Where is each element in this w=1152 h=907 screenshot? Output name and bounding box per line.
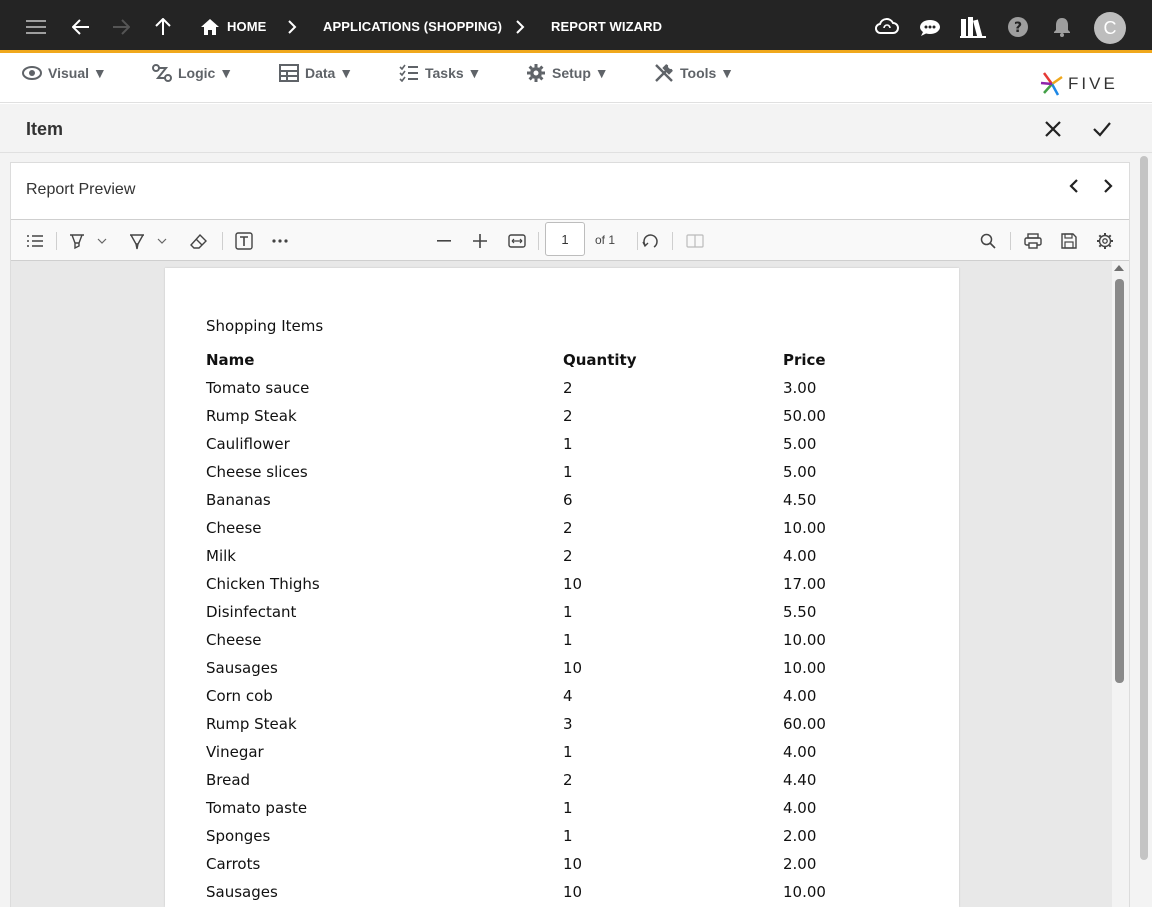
- cell-quantity: 3: [563, 715, 573, 733]
- save-icon[interactable]: [1058, 230, 1080, 252]
- checklist-icon: [399, 64, 419, 82]
- toolbar-separator: [538, 232, 539, 250]
- confirm-check-icon[interactable]: [1092, 120, 1112, 143]
- cell-name: Rump Steak: [206, 407, 297, 425]
- cell-quantity: 1: [563, 463, 573, 481]
- cell-price: 4.00: [783, 687, 817, 705]
- cell-price: 4.00: [783, 743, 817, 761]
- menu-tasks-label: Tasks ▼: [425, 65, 482, 81]
- settings-gear-icon[interactable]: [1094, 230, 1116, 252]
- cell-name: Cheese slices: [206, 463, 308, 481]
- highlight-pen-icon[interactable]: [67, 230, 87, 252]
- cell-quantity: 10: [563, 575, 583, 593]
- main-menu-bar: [0, 53, 1152, 103]
- cell-price: 4.00: [783, 547, 817, 565]
- breadcrumb-home[interactable]: HOME: [227, 19, 267, 34]
- chevron-left-icon[interactable]: [1068, 178, 1080, 199]
- zoom-out-icon[interactable]: [433, 230, 455, 252]
- cell-quantity: 1: [563, 631, 573, 649]
- top-app-bar: [0, 0, 1152, 53]
- chat-bot-icon[interactable]: [916, 0, 944, 53]
- fit-width-icon[interactable]: [505, 230, 529, 252]
- menu-setup[interactable]: [526, 61, 609, 85]
- gear-icon: [526, 63, 546, 83]
- cell-name: Carrots: [206, 855, 261, 873]
- cell-price: 5.00: [783, 463, 817, 481]
- cell-name: Disinfectant: [206, 603, 297, 621]
- cell-quantity: 1: [563, 603, 573, 621]
- chevron-down-icon[interactable]: [95, 230, 109, 252]
- toolbar-separator: [56, 232, 57, 250]
- chevron-right-icon: [515, 0, 525, 53]
- cell-name: Cauliflower: [206, 435, 290, 453]
- breadcrumb-report-wizard[interactable]: REPORT WIZARD: [551, 19, 663, 34]
- print-icon[interactable]: [1022, 230, 1044, 252]
- zoom-in-icon[interactable]: [469, 230, 491, 252]
- cell-name: Bananas: [206, 491, 271, 509]
- cell-price: 2.00: [783, 827, 817, 845]
- table-row: [206, 737, 906, 765]
- five-logo-text: FIVE: [1068, 74, 1118, 93]
- cell-price: 10.00: [783, 883, 826, 901]
- cell-name: Vinegar: [206, 743, 264, 761]
- flow-icon: [152, 64, 172, 82]
- page-title: Item: [26, 119, 64, 139]
- scroll-up-arrow-icon[interactable]: [1114, 265, 1124, 271]
- chevron-down-icon[interactable]: [155, 230, 169, 252]
- forward-arrow-icon[interactable]: [108, 0, 134, 53]
- menu-data[interactable]: [279, 61, 353, 85]
- cell-price: 3.00: [783, 379, 817, 397]
- notifications-bell-icon[interactable]: [1050, 0, 1074, 53]
- cell-name: Sausages: [206, 883, 278, 901]
- card-title: Report Preview: [26, 181, 136, 198]
- cell-price: 10.00: [783, 659, 826, 677]
- library-icon[interactable]: [959, 0, 987, 53]
- cell-quantity: 1: [563, 743, 573, 761]
- user-avatar[interactable]: C: [1094, 12, 1126, 44]
- toolbar-separator: [672, 232, 673, 250]
- table-icon: [279, 64, 299, 82]
- cell-quantity: 2: [563, 547, 573, 565]
- page-number-input[interactable]: 1: [545, 222, 585, 256]
- cell-quantity: 10: [563, 659, 583, 677]
- cell-name: Milk: [206, 547, 236, 565]
- tools-icon: [654, 63, 674, 83]
- cell-price: 50.00: [783, 407, 826, 425]
- menu-data-label: Data ▼: [305, 65, 354, 81]
- cell-name: Bread: [206, 771, 251, 789]
- table-row: [206, 877, 906, 905]
- menu-visual[interactable]: [22, 61, 107, 85]
- table-row: [206, 597, 906, 625]
- table-row: [206, 541, 906, 569]
- menu-setup-label: Setup ▼: [552, 65, 609, 81]
- menu-tools[interactable]: [654, 61, 734, 85]
- cell-name: Tomato sauce: [206, 379, 310, 397]
- table-row: [206, 793, 906, 821]
- column-header-name: Name: [206, 351, 255, 369]
- table-row: [206, 653, 906, 681]
- more-options-icon[interactable]: [269, 230, 291, 252]
- column-header-quantity: Quantity: [563, 351, 637, 369]
- report-rows: [206, 373, 906, 905]
- menu-logic-label: Logic ▼: [178, 65, 234, 81]
- cell-quantity: 6: [563, 491, 573, 509]
- hamburger-menu-icon[interactable]: [22, 0, 50, 53]
- cell-price: 5.50: [783, 603, 817, 621]
- cell-quantity: 1: [563, 827, 573, 845]
- close-icon[interactable]: [1044, 120, 1062, 143]
- chevron-right-icon[interactable]: [1102, 178, 1114, 199]
- cell-name: Cheese: [206, 519, 262, 537]
- table-row: [206, 709, 906, 737]
- cell-name: Chicken Thighs: [206, 575, 320, 593]
- table-row: [206, 429, 906, 457]
- chevron-right-icon: [287, 0, 297, 53]
- cell-price: 2.00: [783, 855, 817, 873]
- rotate-icon[interactable]: [639, 230, 661, 252]
- cloud-sync-icon[interactable]: [873, 0, 901, 53]
- cell-name: Rump Steak: [206, 715, 297, 733]
- help-icon[interactable]: [1005, 0, 1031, 53]
- eraser-icon[interactable]: [188, 230, 210, 252]
- outline-list-icon[interactable]: [24, 230, 46, 252]
- cell-name: Cheese: [206, 631, 262, 649]
- cell-price: 10.00: [783, 631, 826, 649]
- cell-price: 10.00: [783, 519, 826, 537]
- toolbar-separator: [1010, 232, 1011, 250]
- svg-text:?: ?: [1013, 19, 1023, 36]
- menu-logic[interactable]: [152, 61, 233, 85]
- search-icon[interactable]: [977, 230, 999, 252]
- cell-price: 4.00: [783, 799, 817, 817]
- viewer-scrollbar-thumb[interactable]: [1115, 279, 1124, 683]
- page-view-icon: [684, 230, 706, 252]
- cell-name: Sponges: [206, 827, 271, 845]
- table-row: [206, 849, 906, 877]
- table-row: [206, 485, 906, 513]
- toolbar-separator: [637, 232, 638, 250]
- table-row: [206, 401, 906, 429]
- column-header-price: Price: [783, 351, 826, 369]
- five-logo-icon: [1040, 71, 1064, 97]
- cell-price: 4.50: [783, 491, 817, 509]
- table-row: [206, 513, 906, 541]
- cell-quantity: 1: [563, 799, 573, 817]
- eye-icon: [22, 66, 42, 80]
- table-row: [206, 681, 906, 709]
- table-row: [206, 625, 906, 653]
- page-scrollbar[interactable]: [1140, 156, 1148, 860]
- table-row: [206, 373, 906, 401]
- home-icon[interactable]: [198, 0, 222, 53]
- table-row: [206, 569, 906, 597]
- report-title: Shopping Items: [206, 317, 324, 335]
- table-row: [206, 457, 906, 485]
- cell-price: 5.00: [783, 435, 817, 453]
- menu-tools-label: Tools ▼: [680, 65, 735, 81]
- cell-quantity: 2: [563, 519, 573, 537]
- cell-name: Tomato paste: [206, 799, 308, 817]
- page-count-label: of 1: [595, 233, 616, 247]
- cell-quantity: 2: [563, 407, 573, 425]
- cell-price: 17.00: [783, 575, 826, 593]
- cell-name: Sausages: [206, 659, 278, 677]
- form-title-bar: [0, 104, 1152, 153]
- text-box-icon[interactable]: [233, 230, 255, 252]
- breadcrumb-applications[interactable]: APPLICATIONS (SHOPPING): [323, 19, 503, 34]
- cell-quantity: 2: [563, 379, 573, 397]
- back-arrow-icon[interactable]: [68, 0, 94, 53]
- five-logo: [1040, 70, 1118, 98]
- table-row: [206, 765, 906, 793]
- cell-quantity: 10: [563, 855, 583, 873]
- toolbar-separator: [222, 232, 223, 250]
- cell-quantity: 1: [563, 435, 573, 453]
- cell-name: Corn cob: [206, 687, 273, 705]
- menu-tasks[interactable]: [399, 61, 481, 85]
- cell-quantity: 4: [563, 687, 573, 705]
- draw-pen-icon[interactable]: [127, 230, 147, 252]
- up-arrow-icon[interactable]: [152, 0, 174, 53]
- cell-quantity: 2: [563, 771, 573, 789]
- cell-price: 4.40: [783, 771, 817, 789]
- cell-price: 60.00: [783, 715, 826, 733]
- menu-visual-label: Visual ▼: [48, 65, 107, 81]
- cell-quantity: 10: [563, 883, 583, 901]
- table-row: [206, 821, 906, 849]
